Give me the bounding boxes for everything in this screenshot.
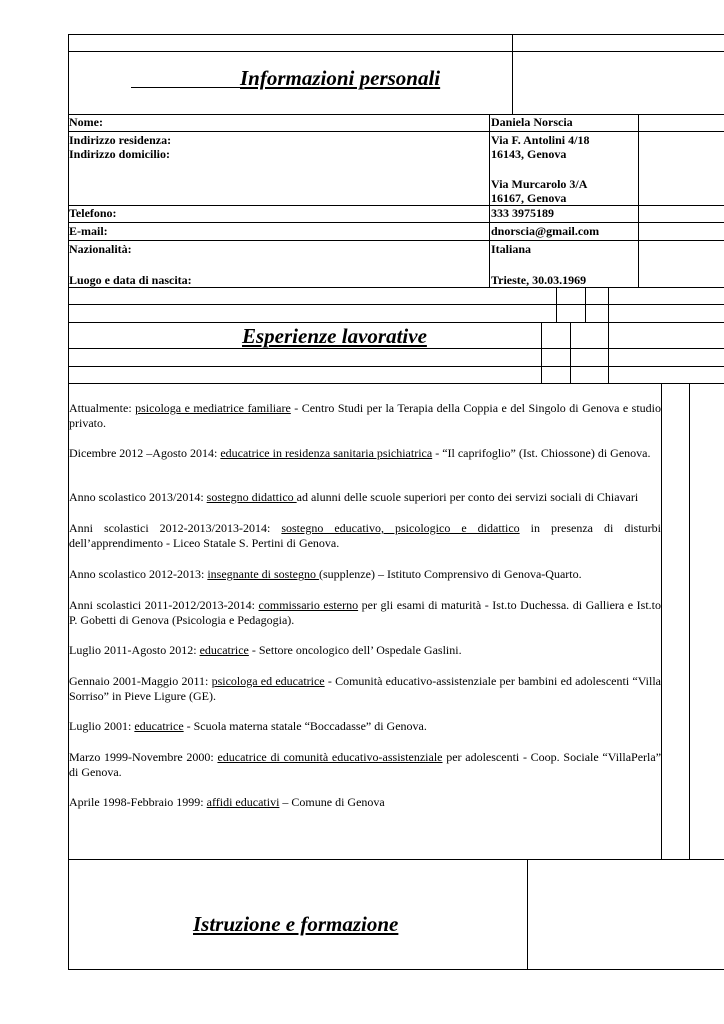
experience-item — [69, 719, 661, 734]
section-heading-personal: Informazioni personali — [240, 66, 441, 90]
experience-period: Dicembre 2012 –Agosto 2014: — [69, 446, 221, 460]
residence-line2: 16143, Genova — [491, 147, 567, 161]
nationality-value: Italiana — [491, 242, 532, 256]
experience-item — [69, 567, 661, 582]
col-divider — [527, 859, 528, 969]
col-divider — [638, 114, 639, 287]
col-divider — [489, 114, 490, 287]
experience-role: educatrice di comunità educativo-assistenziale — [217, 750, 443, 764]
col-divider — [689, 383, 690, 859]
experience-role: educatrice — [134, 719, 184, 733]
experience-period: Anni scolastici 2012-2013/2013-2014: — [69, 521, 282, 535]
experience-role: psicologa e mediatrice familiare — [135, 401, 291, 415]
col-divider — [541, 322, 542, 383]
residence-label: Indirizzo residenza: — [69, 133, 172, 147]
experience-period: Gennaio 2001-Maggio 2011: — [69, 674, 212, 688]
experience-role: commissario esterno — [258, 598, 359, 612]
experience-period: Anni scolastici 2011-2012/2013-2014: — [69, 598, 259, 612]
col-divider — [608, 322, 609, 383]
rule — [68, 383, 724, 384]
birth-value: Trieste, 30.03.1969 — [491, 273, 587, 287]
experience-detail: ad alunni delle scuole superiori per conto dei servizi sociali di Chiavari — [296, 490, 639, 504]
experience-item — [69, 598, 661, 627]
domicile-line1: Via Murcarolo 3/A — [491, 177, 588, 191]
nationality-label: Nazionalità: — [69, 242, 132, 256]
rule — [68, 969, 724, 970]
rule — [68, 366, 724, 367]
experience-detail: in presenza di disturbi dell’apprendimento - Liceo Statale S. Pertini di Genova. — [69, 521, 661, 550]
experience-detail: per adolescenti - Coop. Sociale “VillaPerla” di Genova. — [69, 750, 662, 779]
experience-item — [69, 490, 661, 505]
experience-item — [69, 643, 661, 658]
experience-role: sostegno educativo, psicologico e didattico — [281, 521, 520, 535]
col-divider — [556, 287, 557, 322]
experience-period: Luglio 2001: — [69, 719, 135, 733]
experience-period: Attualmente: — [69, 401, 136, 415]
col-divider — [608, 287, 609, 322]
experience-role: insegnante di sostegno — [207, 567, 319, 581]
experience-item — [69, 521, 661, 550]
experience-item — [69, 401, 661, 430]
name-label: Nome: — [69, 115, 103, 129]
rule — [68, 222, 724, 223]
domicile-line2: 16167, Genova — [491, 191, 567, 205]
experience-detail: - “Il caprifoglio” (Ist. Chiossone) di Genova. — [432, 446, 651, 460]
experience-detail: – Comune di Genova — [279, 795, 385, 809]
rule — [68, 114, 724, 115]
experience-period: Luglio 2011-Agosto 2012: — [69, 643, 200, 657]
rule — [68, 304, 724, 305]
section-heading-experience: Esperienze lavorative — [242, 324, 427, 348]
domicile-label: Indirizzo domicilio: — [69, 147, 170, 161]
residence-line1: Via F. Antolini 4/18 — [491, 133, 590, 147]
experience-detail: - Comunità educativo-assistenziale per bambini ed adolescenti “Villa Sorriso” in Pieve Ligure (GE). — [69, 674, 661, 703]
name-value: Daniela Norscia — [491, 115, 573, 129]
experience-item — [69, 795, 661, 810]
col-divider — [661, 383, 662, 859]
email-label: E-mail: — [69, 224, 108, 238]
heading-leader-line — [131, 87, 241, 88]
experience-period: Anno scolastico 2012-2013: — [69, 567, 208, 581]
experience-detail: - Scuola materna statale “Boccadasse” di Genova. — [183, 719, 427, 733]
experience-role: educatrice in residenza sanitaria psichiatrica — [220, 446, 433, 460]
rule — [68, 240, 724, 241]
experience-item — [69, 750, 661, 779]
rule — [68, 51, 724, 52]
experience-period: Aprile 1998-Febbraio 1999: — [69, 795, 207, 809]
rule — [68, 34, 724, 35]
experience-role: psicologa ed educatrice — [211, 674, 325, 688]
phone-value: 333 3975189 — [491, 206, 554, 220]
experience-detail: (supplenze) – Istituto Comprensivo di Genova-Quarto. — [318, 567, 582, 581]
birth-label: Luogo e data di nascita: — [69, 273, 192, 287]
rule — [68, 859, 724, 860]
rule — [68, 205, 724, 206]
experience-detail: - Settore oncologico dell’ Ospedale Gaslini. — [248, 643, 462, 657]
phone-label: Telefono: — [69, 206, 117, 220]
experience-period: Marzo 1999-Novembre 2000: — [69, 750, 218, 764]
experience-period: Anno scolastico 2013/2014: — [69, 490, 207, 504]
col-divider — [585, 287, 586, 322]
experience-item — [69, 674, 661, 703]
experience-detail: - Centro Studi per la Terapia della Coppia e del Singolo di Genova e studio privato. — [69, 401, 661, 430]
rule — [68, 131, 724, 132]
experience-detail: per gli esami di maturità - Ist.to Duchessa. di Galliera e Ist.to P. Gobetti di Genova (Psicologia e Pedagogia). — [69, 598, 662, 627]
experience-item — [69, 446, 661, 461]
experience-role: educatrice — [199, 643, 249, 657]
section-heading-education: Istruzione e formazione — [193, 912, 399, 936]
experience-role: sostegno didattico — [206, 490, 297, 504]
email-value: dnorscia@gmail.com — [491, 224, 600, 238]
col-divider — [512, 34, 513, 114]
col-divider — [570, 322, 571, 383]
experience-role: affidi educativi — [206, 795, 280, 809]
